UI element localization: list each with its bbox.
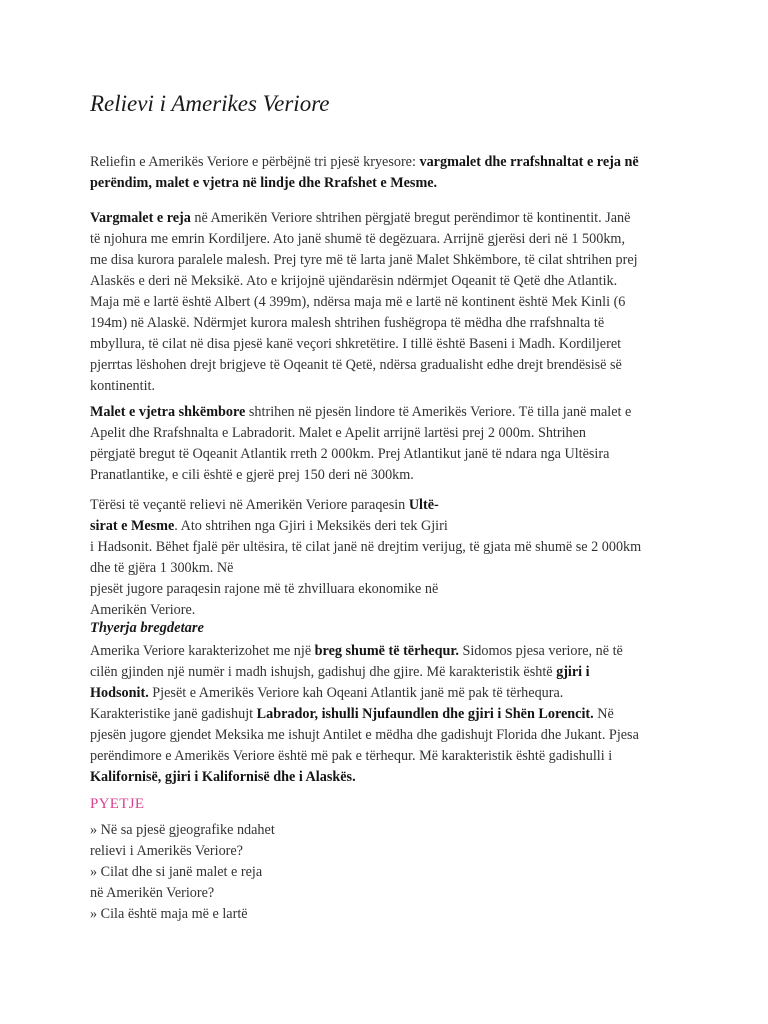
text-line <box>90 662 690 683</box>
bold-term: breg shumë të tërhequr. <box>314 643 459 659</box>
text-line <box>90 465 690 486</box>
text-run: të njohura me emrin Kordiljere. Ato janë shumë të degëzuara. Arrijnë gjerësi deri në 1 500km, <box>90 231 626 247</box>
bold-term: Labrador, ishulli Njufaundlen dhe gjiri i Shën Lorencit. <box>256 706 594 722</box>
text-run: Pranatlantike, e cili është e gjerë prej 150 deri në 300km. <box>90 467 414 483</box>
questions-list <box>90 820 690 925</box>
text-run: pjerrtas lëshohen drejt brigjeve të Oqeanit të Qetë, ndërsa gradualisht edhe drejt brendësisë së <box>90 357 622 373</box>
text-line <box>90 746 690 767</box>
text-line <box>90 641 690 662</box>
bold-term: Kalifornisë, gjiri i Kalifornisë dhe i Alaskës. <box>90 769 356 785</box>
paragraph-central-lowlands <box>90 495 690 621</box>
text-run: me disa kurora paralele malesh. Prej tyre më të larta janë Malet Shkëmbore, të cilat shtrihen prej <box>90 252 638 268</box>
text-run: Alaskës e deri në Meksikë. Ato e krijojnë ujëndarësin ndërmjet Oqeanit të Qetë dhe Atlantik. <box>90 273 618 289</box>
text-run: perëndimore e Amerikës Veriore është më pak e tërhequr. Më karakteristik është gadishulli i <box>90 748 613 764</box>
text-run: Apelit dhe Rrafshnalta e Labradorit. Malet e Apelit arrijnë lartësi prej 2 000m. Shtrihen <box>90 425 587 441</box>
text-line <box>90 444 690 465</box>
bold-term: vargmalet dhe rrafshnaltat e reja në <box>419 154 639 170</box>
text-run: Karakteristike janë gadishujt <box>90 706 257 722</box>
text-run: Amerikën Veriore. <box>90 602 196 618</box>
text-run: përgjatë bregut të Oqeanit Atlantik rreth 2 000km. Prej Atlantikut janë të ndara nga Ultësira <box>90 446 610 462</box>
text-line <box>90 495 690 516</box>
text-run: Sidomos pjesa veriore, në të <box>458 643 623 659</box>
text-run: Pjesët e Amerikës Veriore kah Oqeani Atlantik janë më pak të tërhequra. <box>148 685 564 701</box>
bold-term: Ultë- <box>408 497 439 513</box>
question-line: në Amerikën Veriore? <box>90 885 215 901</box>
text-run: Tërësi të veçantë relievi në Amerikën Veriore paraqesin <box>90 497 409 513</box>
text-line <box>90 292 690 313</box>
text-run: . Ato shtrihen nga Gjiri i Meksikës deri tek Gjiri <box>174 518 448 534</box>
text-run: i Hadsonit. Bëhet fjalë për ultësira, të cilat janë në drejtim verijug, të gjata më shumë se 2 000km <box>90 539 642 555</box>
text-line <box>90 767 690 788</box>
text-line <box>90 152 690 173</box>
text-line <box>90 173 690 194</box>
text-line <box>90 704 690 725</box>
subheading-coastline: Thyerja bregdetare <box>90 620 204 636</box>
text-run: shtrihen në pjesën lindore të Amerikës Veriore. Të tilla janë malet e <box>245 404 632 420</box>
text-line <box>90 229 690 250</box>
paragraph-intro <box>90 152 690 194</box>
questions-heading: PYETJE <box>90 796 145 812</box>
text-run: pjesët jugore paraqesin rajone më të zhvilluara ekonomike në <box>90 581 439 597</box>
text-line <box>90 402 690 423</box>
text-run: 194m) në Alaskë. Ndërmjet kurora malesh shtrihen fushëgropa të mëdha dhe rrafshnalta të <box>90 315 605 331</box>
bold-term: Malet e vjetra shkëmbore <box>90 404 246 420</box>
text-line <box>90 683 690 704</box>
text-line <box>90 579 690 600</box>
text-run: cilën gjinden një numër i madh ishujsh, gadishuj dhe gjire. Më karakteristik është <box>90 664 557 680</box>
paragraph-old-mountains <box>90 402 690 486</box>
question-line: » Në sa pjesë gjeografike ndahet <box>90 822 275 838</box>
bold-term: gjiri i <box>556 664 590 680</box>
document-title: Relievi i Amerikes Veriore <box>90 91 330 116</box>
paragraph-young-mountains <box>90 208 690 397</box>
text-run: Reliefin e Amerikës Veriore e përbëjnë tri pjesë kryesore: <box>90 154 420 170</box>
question-line: relievi i Amerikës Veriore? <box>90 843 243 859</box>
text-line <box>90 271 690 292</box>
text-line <box>90 334 690 355</box>
text-run: mbyllura, të cilat në disa pjesë kanë veçori shkretëtire. I tillë është Baseni i Madh. Kordiljeret <box>90 336 622 352</box>
bold-term: Hodsonit. <box>90 685 149 701</box>
text-run: në Amerikën Veriore shtrihen përgjatë bregut perëndimor të kontinentit. Janë <box>190 210 631 226</box>
text-run: Amerika Veriore karakterizohet me një <box>90 643 315 659</box>
text-line <box>90 423 690 444</box>
bold-term: Vargmalet e reja <box>90 210 191 226</box>
text-line <box>90 355 690 376</box>
text-line <box>90 537 690 558</box>
text-line <box>90 208 690 229</box>
question-line: » Cila është maja më e lartë <box>90 906 248 922</box>
question-line: » Cilat dhe si janë malet e reja <box>90 864 263 880</box>
text-line <box>90 600 690 621</box>
text-run: kontinentit. <box>90 378 156 394</box>
text-line <box>90 250 690 271</box>
bold-term: sirat e Mesme <box>90 518 175 534</box>
text-line <box>90 313 690 334</box>
text-run: dhe të gjëra 1 300km. Në <box>90 560 234 576</box>
text-line <box>90 376 690 397</box>
text-run: Maja më e lartë është Albert (4 399m), ndërsa maja më e lartë në kontinent është Mek Kinli (6 <box>90 294 626 310</box>
paragraph-coastline <box>90 641 690 788</box>
text-line <box>90 725 690 746</box>
text-line <box>90 516 690 537</box>
bold-term: perëndim, malet e vjetra në lindje dhe Rrafshet e Mesme. <box>90 175 438 191</box>
text-line <box>90 558 690 579</box>
text-run: Në <box>593 706 614 722</box>
text-run: pjesën jugore gjendet Meksika me ishujt Antilet e mëdha dhe gadishujt Florida dhe Jukant. Pjesa <box>90 727 639 743</box>
